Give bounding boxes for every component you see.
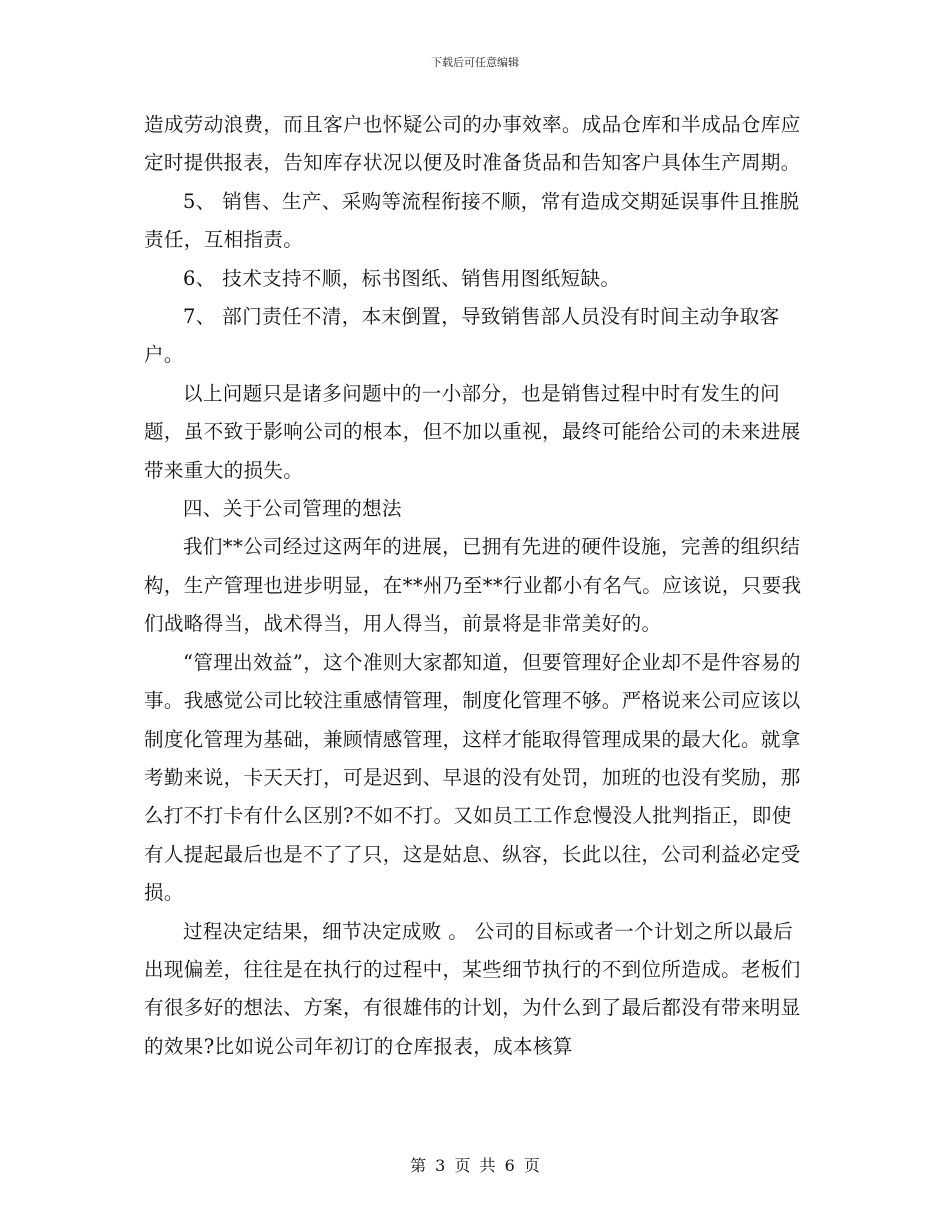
- paragraph-3: 6、 技术支持不顺，标书图纸、销售用图纸短缺。: [183, 266, 621, 290]
- paragraph-7: 我们**公司经过这两年的进展，已拥有先进的硬件设施，完善的组织结构，生产管理也进步明显，在**州乃至**行业都小有名气。应该说，只要我们战略得当，战术得当，用人得当，前景将是非常美好的。: [144, 535, 802, 636]
- page-header: 下载后可任意编辑: [431, 56, 519, 69]
- paragraph-2: 5、 销售、生产、采购等流程衔接不顺，常有造成交期延误事件且推脱责任，互相指责。: [144, 189, 800, 252]
- paragraph-9: 过程决定结果，细节决定成败 。 公司的目标或者一个计划之所以最后出现偏差，往往是在执行的过程中，某些细节执行的不到位所造成。老板们有很多好的想法、方案，有很雄伟的计划，为什么到了最后都没有带来明显的效果?比如说公司年初订的仓库报表，成本核算: [144, 919, 801, 1058]
- paragraph-4: 7、 部门责任不清，本末倒置，导致销售部人员没有时间主动争取客户。: [144, 305, 780, 367]
- section-heading: 四、关于公司管理的想法: [183, 497, 402, 521]
- page-number: 第 3 页 共 6 页: [410, 1156, 540, 1175]
- paragraph-1: 造成劳动浪费，而且客户也怀疑公司的办事效率。成品仓库和半成品仓库应定时提供报表，告知库存状况以便及时准备货品和告知客户具体生产周期。: [144, 113, 801, 175]
- document-body: [144, 106, 802, 1066]
- paragraph-8: “管理出效益”，这个准则大家都知道，但要管理好企业却不是件容易的事。我感觉公司比较注重感情管理，制度化管理不够。严格说来公司应该以制度化管理为基础，兼顾情感管理，这样才能取得管理成果的最大化。就拿考勤来说，卡天天打，可是迟到、早退的没有处罚，加班的也没有奖励，那么打不打卡有什么区别?不如不打。又如员工工作怠慢没人批判指正，即使有人提起最后也是不了了只，这是姑息、纵容，长此以往，公司利益必定受损。: [144, 650, 801, 905]
- paragraph-5: 以上问题只是诸多问题中的一小部分，也是销售过程中时有发生的问题，虽不致于影响公司的根本，但不加以重视，最终可能给公司的未来进展带来重大的损失。: [144, 381, 801, 482]
